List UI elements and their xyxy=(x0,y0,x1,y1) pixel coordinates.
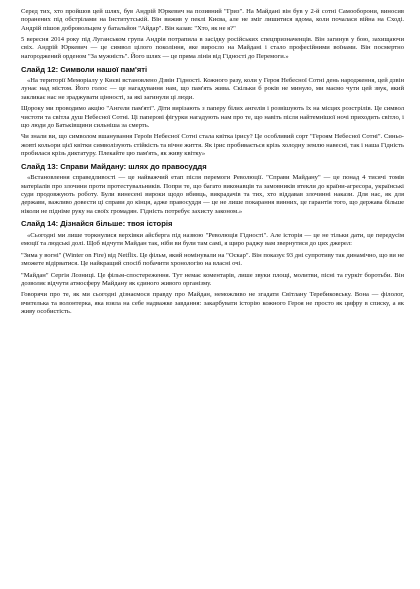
section-slide-12 xyxy=(21,65,404,159)
paragraph: "Зима у вогні" (Winter on Fire) від Netflix. Це фільм, який номінували на "Оскар". Він показує 93 дні супротиву так динамічно, що ви не зможете відірватися. Це найкращий спосіб побачити хронологію на власні очі. xyxy=(21,251,404,268)
section-heading: Слайд 14: Дізнайся більше: твоя історія xyxy=(21,219,173,229)
paragraph: «Встановлення справедливості — це найважчий етап після перемоги Революції. "Справи Майдану" — це понад 4 тисячі томів матеріалів про злочини проти протестувальників. Попри те, що багато виконавців та замовників втекли до країни-агресора, українські суди продовжують роботу. Були винесені вироки щодо вбивць, викрадачів та тих, хто віддавав злочинні накази. Для нас, як для держави, важливо довести ці справи до кінця, адже правосуддя — це не лише покарання винних, це гарантія того, що держава більше ніколи не підніме руку на своїх громадян. Гідність потребує захисту законом.» xyxy=(21,174,404,215)
section-slide-14 xyxy=(21,219,404,316)
section-intro xyxy=(21,8,404,61)
paragraph: «Сьогодні ми лише торкнулися верхівки айсберга під назвою "Революція Гідності". Але історія — це не тільки дати, це передусім емоції та людські долі. Щоб відчути Майдан так, ніби ви були там самі, я щиро раджу вам звернутися до цих джерел: xyxy=(21,232,404,248)
paragraph: 5 вересня 2014 року під Луганськом група Андрія потрапила в засідку російських спецпризначенців. Він загинув у бою, захищаючи свіх. Андрій Юркевич — це символ цілого покоління, яке виросло на Майдані і стало професійними воїнами. Він посмертно нагороджений орденом "За мужність". Його шлях — це пряма лінія від Гідності до Перемоги.» xyxy=(21,36,404,60)
paragraph: Чи знали ви, що символом вшанування Героїв Небесної Сотні стала квітка ірису? Це особливий сорт "Героям Небесної Сотні". Синьо-жовті кольори цієї квітки символізують стійкість та вічне життя. Як ірис пробивається крізь холодну землю навесні, так і наша Гідність пробилася крізь диктатуру. Плекайте цю пам'ять, як живу квітку» xyxy=(21,133,404,157)
section-heading: Слайд 13: Справи Майдану: шлях до правосуддя xyxy=(21,161,207,171)
section-slide-13 xyxy=(21,162,404,216)
paragraph: Говорячи про те, як ми сьогодні дізнаємося правду про Майдан, неможливо не згадати Світлану Теребиковську. Вона — філолог, вчителька та волонтерка, яка взяла на себе надважке завдання: закарбувати історію кожного Героя не просто як цифру в списку, а як живу особистість. xyxy=(21,291,404,315)
paragraph: Серед тих, хто пройшов цей шлях, був Андрій Юркевич на позивний "Гриз". На Майдані він був у 2-й сотні Самооборони, виносив поранених під обстрілами на Інститутській. Він вижив у пеклі Києва, але не зміг лишитися вдома, коли почалася війна на Сході. Андрій пішов добровольцем у батальйон "Айдар". Він казав: "Хто, як не я?" xyxy=(21,8,404,32)
paragraph: «На території Меморіалу у Києві встановлено Дзвін Гідності. Кожного разу, коли у Героя Небесної Сотні день народження, цей дзвін лунає над містом. Його голос — це нагадування нам, що пам'ять жива. Скільки б років не минуло, ми маємо чути цей звук, який закликає нас не зраджувати цінності, за які загинули ці люди. xyxy=(21,77,404,101)
paragraph: Щороку ми проводимо акцію "Ангели пам'яті". Діти вирізають з паперу білих ангелів і розвішують їх на місцях розстрілів. Це символ чистоти та світла душ Небесної Сотні. Ці паперові фігурки нагадують нам про те, що навіть після найтемнішої ночі приходить світло, і що люди до Батьківщини сильніша за смерть. xyxy=(21,105,404,129)
paragraph: "Майдан" Сергія Лозниці. Це фільм-спостереження. Тут немає коментарів, лише звуки площі, молитви, пісні та гуркіт боротьби. Він дозволяє відчути атмосферу Майдану як єдиного живого організму. xyxy=(21,271,404,287)
section-heading: Слайд 12: Символи нашої пам'яті xyxy=(21,64,148,74)
